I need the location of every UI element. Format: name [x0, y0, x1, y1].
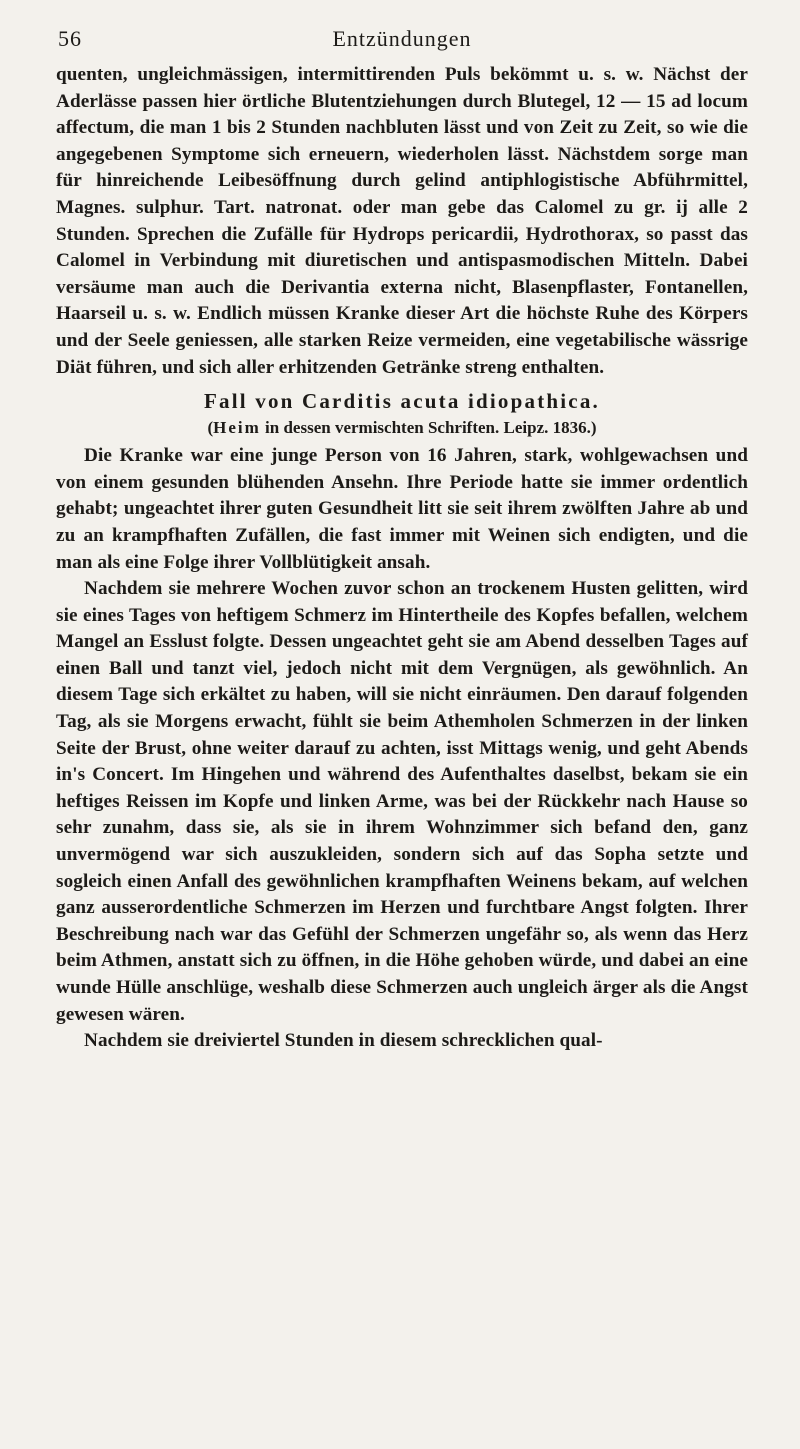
running-title: Entzündungen [332, 26, 472, 51]
case-source [56, 415, 748, 441]
case-source-open: ( [207, 418, 214, 438]
body-text [56, 62, 748, 1055]
case-title: Fall von Carditis acuta idiopathica. [204, 389, 600, 414]
page-number: 56 [58, 26, 82, 51]
paragraph-1: Die Kranke war eine junge Person von 16 Jahren, stark, wohlgewachsen und von einem gesunden blühenden Ansehn. Ihre Periode hatte sie immer ordentlich gehabt; ungeachtet ihrer guten Gesundheit litt sie seit ihrem zwölften Jahre ab und zu an krampfhaften Zufällen, die fast immer mit Weinen sich endigten, und die man als eine Folge ihrer Vollblütigkeit ansah. [56, 445, 748, 573]
paragraph-3: Nachdem sie dreiviertel Stunden in diesem schrecklichen qual- [84, 1030, 603, 1052]
case-source-author: Heim [213, 418, 261, 438]
paragraph-2: Nachdem sie mehrere Wochen zuvor schon an trockenem Husten gelitten, wird sie eines Tages von heftigem Schmerz im Hintertheile des Kopfes befallen, welchem Mangel an Esslust folgte. Dessen ungeachtet geht sie am Abend desselben Tages auf einen Ball und tanzt viel, jedoch nicht mit dem Vergnügen, als gewöhnlich. An diesem Tage sich erkältet zu haben, will sie nicht einräumen. Den darauf folgenden Tag, als sie Morgens erwacht, fühlt sie beim Athemholen Schmerzen in der linken Seite der Brust, ohne weiter darauf zu achten, isst Mittags wenig, und geht Abends in's Concert. Im Hingehen und während des Aufenthaltes daselbst, bekam sie ein heftiges Reissen im Kopfe und linken Arme, was bei der Rückkehr nach Hause so sehr zunahm, dass sie, als sie in ihrem Wohnzimmer sich befand den, ganz unvermögend war sich auszukleiden, sondern sich auf das Sopha setzte und sogleich einen Anfall des gewöhnlichen krampfhaften Weinens bekam, auf welchen ganz ausserordentliche Schmerzen im Herzen und furchtbare Angst folgten. Ihrer Beschreibung nach war das Gefühl der Schmerzen ungefähr so, als wenn das Herz beim Athmen, anstatt sich zu öffnen, in die Höhe gehoben würde, und dabei an eine wunde Hülle anschlüge, weshalb diese Schmerzen auch ungleich ärger als die Angst gewesen wären. [56, 578, 748, 1025]
paragraph-intro: quenten, ungleichmässigen, intermittirenden Puls bekömmt u. s. w. Nächst der Aderlässe passen hier örtliche Blutentziehungen durch Blutegel, 12 — 15 ad locum affectum, die man 1 bis 2 Stunden nachbluten lässt und von Zeit zu Zeit, so wie die angegebenen Symptome sich erneuern, wiederholen lässt. Nächstdem sorge man für hinreichende Leibesöffnung durch gelind antiphlogistische Abführmittel, Magnes. sulphur. Tart. natronat. oder man gebe das Calomel zu gr. ij alle 2 Stunden. Sprechen die Zufälle für Hydrops pericardii, Hydrothorax, so passt das Calomel in Verbindung mit diuretischen und antispasmodischen Mitteln. Dabei versäume man auch die Derivantia externa nicht, Blasenpflaster, Fontanellen, Haarseil u. s. w. Endlich müssen Kranke dieser Art die höchste Ruhe des Körpers und der Seele geniessen, alle starken Reize vermeiden, eine vegetabilische wässrige Diät führen, und sich aller erhitzenden Getränke streng enthalten. [56, 64, 748, 378]
running-head [56, 18, 748, 62]
case-source-rest: in dessen vermischten Schriften. Leipz. 1836.) [260, 418, 597, 438]
